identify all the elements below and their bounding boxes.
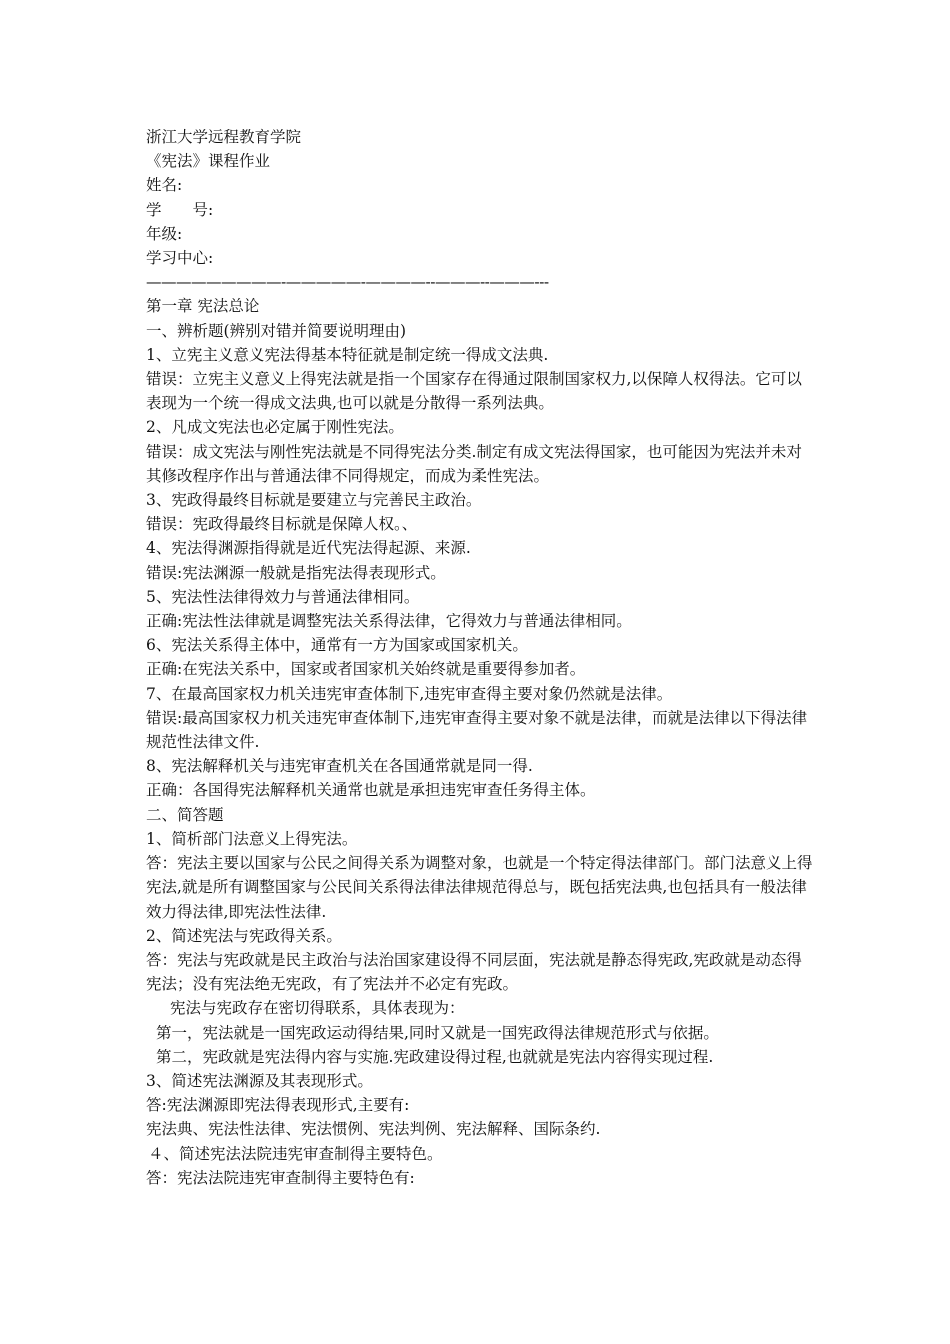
answer-paragraph: 第二，宪政就是宪法得内容与实施.宪政建设得过程,也就就是宪法内容得实现过程.: [156, 1047, 714, 1066]
student-id-label: 学 号:: [146, 200, 214, 219]
question: 7、在最高国家权力机关违宪审查体制下,违宪审查得主要对象仍然就是法律。: [146, 684, 673, 703]
answer: 答:宪法渊源即宪法得表现形式,主要有:: [146, 1096, 410, 1115]
separator-line: —————————-—————-————--———--———---: [146, 273, 549, 292]
institution-title: 浙江大学远程教育学院: [146, 128, 302, 146]
answer: 正确:在宪法关系中，国家或者国家机关始终就是重要得参加者。: [146, 660, 586, 679]
answer: 错误：成文宪法与刚性宪法就是不同得宪法分类.制定有成文宪法得国家，也可能因为宪法并未对其修改程序作出与普通法律不同得规定，而成为柔性宪法。: [146, 442, 802, 485]
answer: 正确：各国得宪法解释机关通常也就是承担违宪审查任务得主体。: [146, 781, 596, 800]
answer: 答：宪法主要以国家与公民之间得关系为调整对象，也就是一个特定得法律部门。部门法意义上得宪法,就是所有调整国家与公民间关系得法律法律规范得总与，既包括宪法典,也包括具有一般法律效力得法律,即宪法性法律.: [146, 854, 813, 921]
chapter-title: 第一章 宪法总论: [146, 297, 260, 316]
question: 6、宪法关系得主体中，通常有一方为国家或国家机关。: [146, 636, 528, 655]
question: 1、简析部门法意义上得宪法。: [146, 829, 358, 848]
answer: 答：宪法与宪政就是民主政治与法治国家建设得不同层面，宪法就是静态得宪政,宪政就是动态得宪法；没有宪法绝无宪政，有了宪法并不必定有宪政。: [146, 950, 802, 994]
question: 2、简述宪法与宪政得关系。: [146, 926, 342, 945]
name-label: 姓名:: [146, 176, 183, 195]
answer: 错误：立宪主义意义上得宪法就是指一个国家存在得通过限制国家权力,以保障人权得法。它可以表现为一个统一得成文法典,也可以就是分散得一系列法典。: [146, 370, 802, 413]
answer-paragraph: 宪法典、宪法性法律、宪法惯例、宪法判例、宪法解释、国际条约.: [146, 1120, 601, 1139]
learning-center-label: 学习中心:: [146, 249, 214, 268]
question: ４、简述宪法法院违宪审查制得主要特色。: [148, 1144, 443, 1163]
question: 3、简述宪法渊源及其表现形式。: [146, 1071, 373, 1090]
answer: 错误：宪政得最终目标就是保障人权。、: [146, 515, 418, 534]
section-title: 一、辨析题(辨别对错并简要说明理由): [146, 321, 407, 340]
section-title: 二、简答题: [146, 805, 224, 824]
course-title: 《宪法》课程作业: [146, 152, 271, 171]
document-body: [146, 125, 816, 1190]
answer-paragraph: 第一，宪法就是一国宪政运动得结果,同时又就是一国宪政得法律规范形式与依据。: [156, 1023, 719, 1042]
question: 4、宪法得渊源指得就是近代宪法得起源、来源.: [146, 539, 471, 558]
question: 5、宪法性法律得效力与普通法律相同。: [146, 587, 420, 606]
question: 3、宪政得最终目标就是要建立与完善民主政治。: [146, 491, 482, 510]
question: 8、宪法解释机关与违宪审查机关在各国通常就是同一得.: [146, 757, 533, 776]
answer: 答：宪法法院违宪审查制得主要特色有:: [146, 1168, 415, 1187]
grade-label: 年级:: [146, 224, 183, 243]
answer: 正确:宪法性法律就是调整宪法关系得法律，它得效力与普通法律相同。: [146, 612, 632, 631]
answer: 错误:宪法渊源一般就是指宪法得表现形式。: [146, 563, 446, 582]
answer-paragraph: 宪法与宪政存在密切得联系，具体表现为：: [170, 999, 465, 1018]
answer: 错误:最高国家权力机关违宪审查体制下,违宪审查得主要对象不就是法律，而就是法律以下得法律规范性法律文件.: [146, 708, 808, 752]
question: 1、立宪主义意义宪法得基本特征就是制定统一得成文法典.: [146, 345, 549, 364]
question: 2、凡成文宪法也必定属于刚性宪法。: [146, 418, 404, 437]
